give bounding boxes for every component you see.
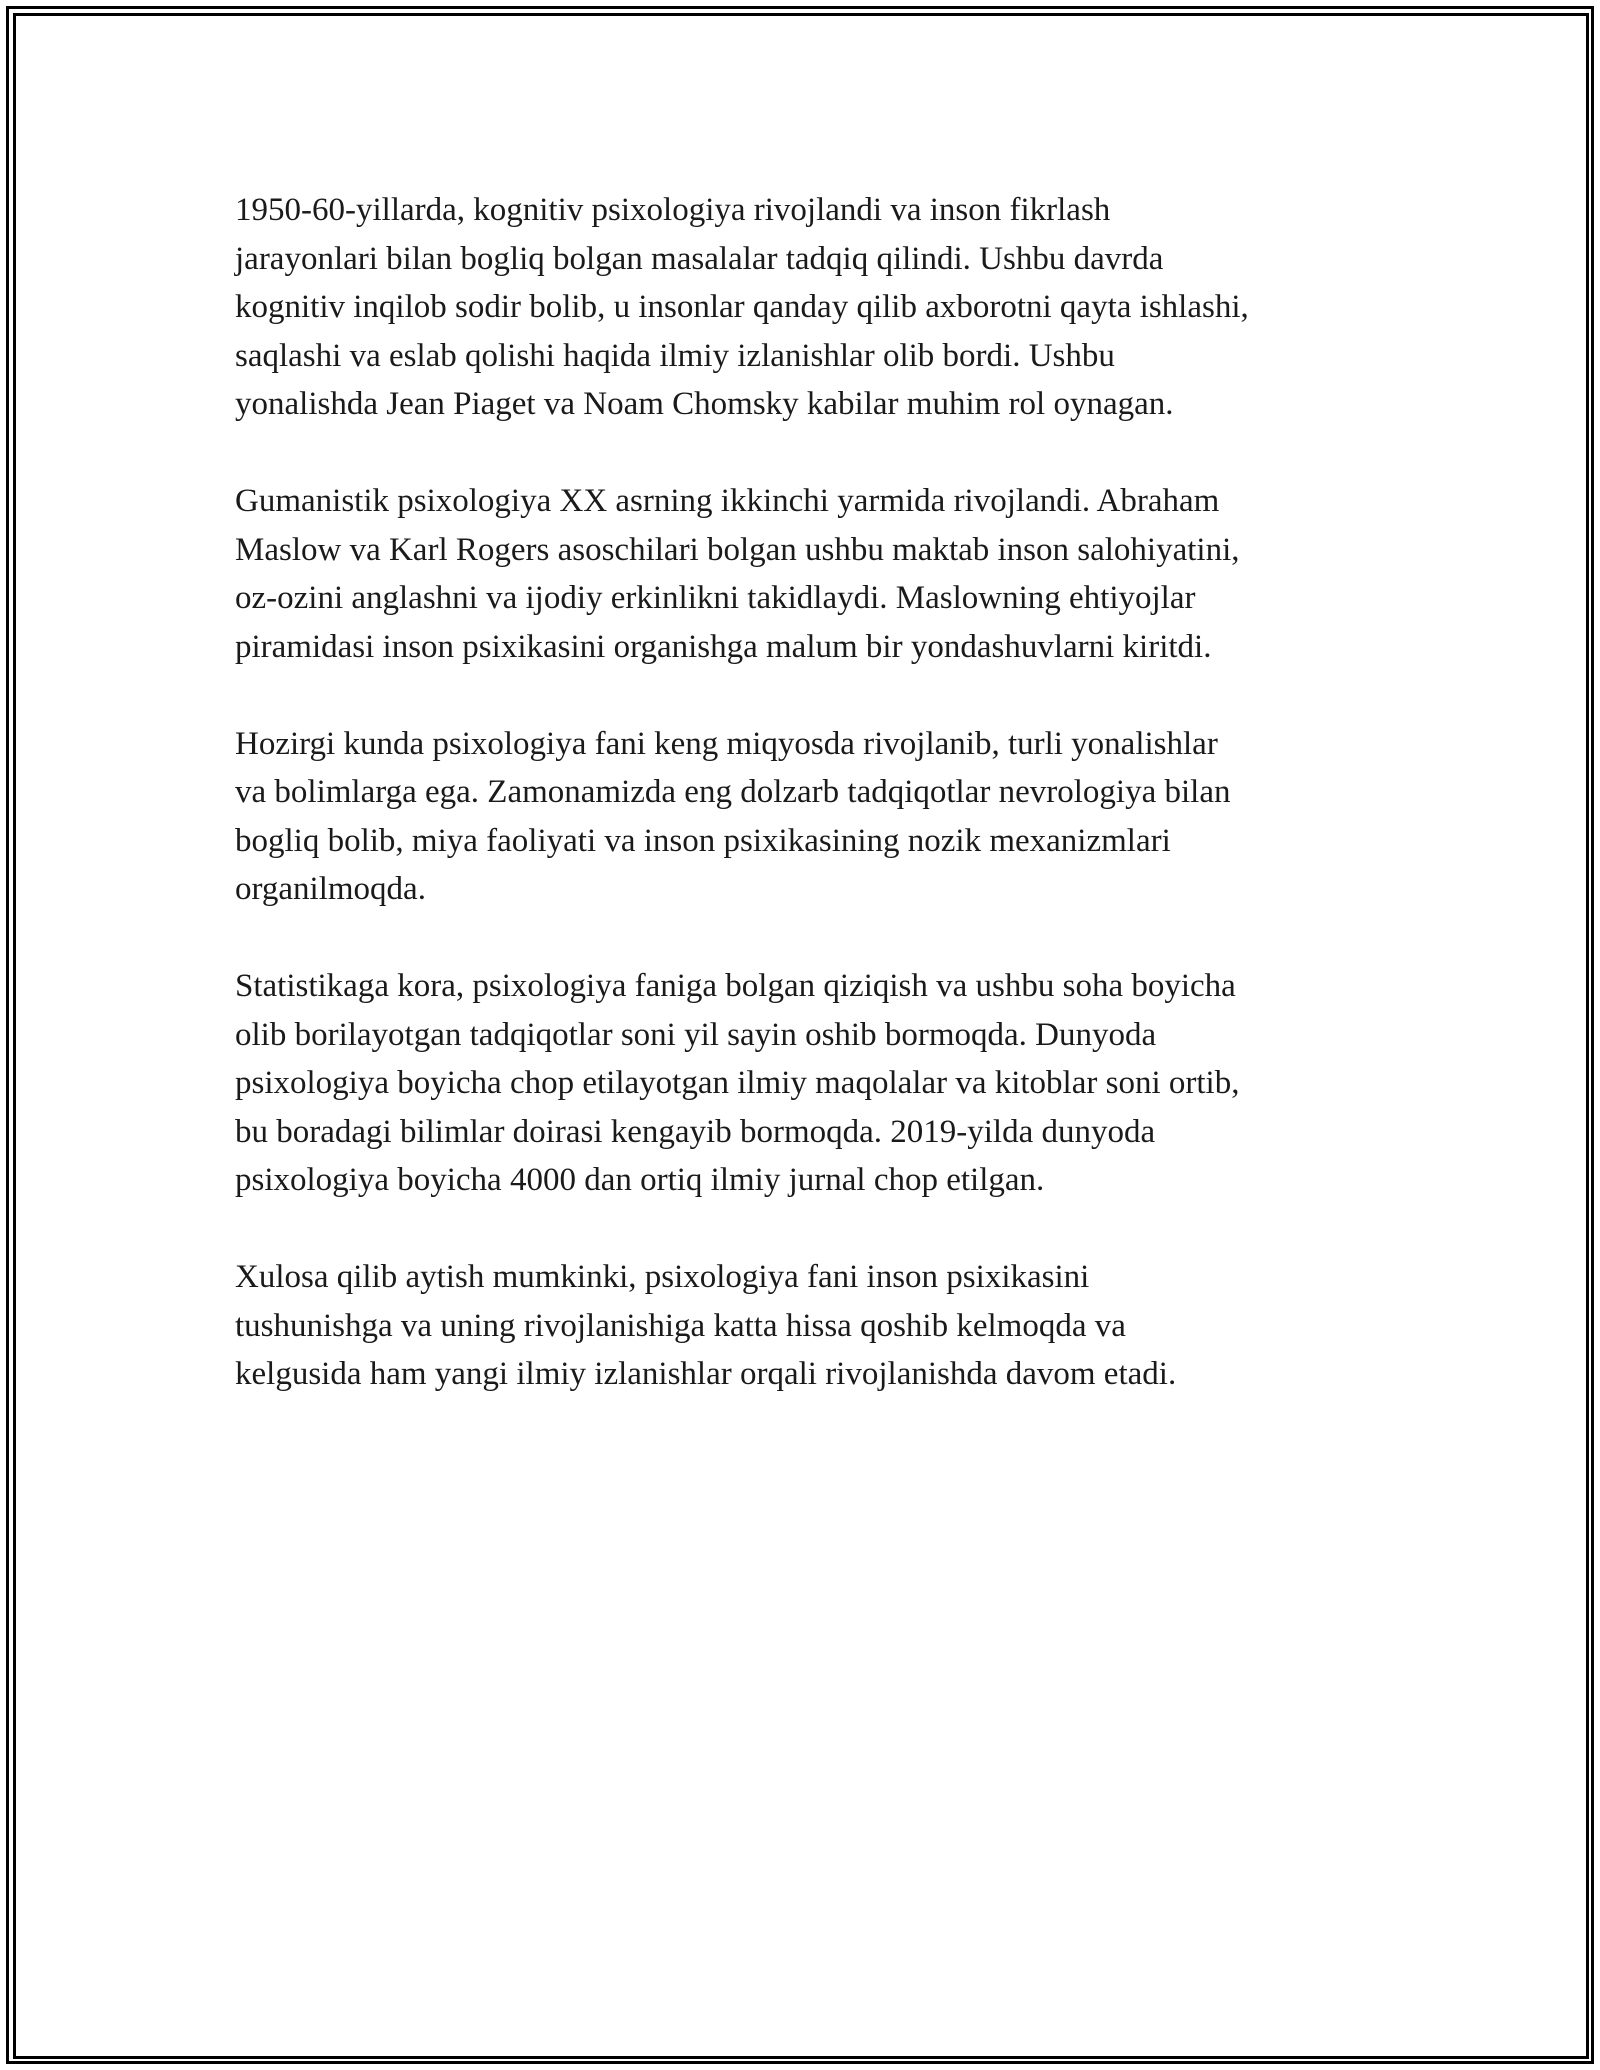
- paragraph-cognitive-psychology: 1950-60-yillarda, kognitiv psixologiya rivojlandi va inson fikrlash jarayonlari bilan bogliq bolgan masalalar tadqiq qilindi. Ushbu davrda kognitiv inqilob sodir bolib, u insonlar qanday qilib axborotni qayta ishlashi, saqlashi va eslab qolishi haqida ilmiy izlanishlar olib bordi. Ushbu yonalishda Jean Piaget va Noam Chomsky kabilar muhim rol oynagan.: [235, 192, 1249, 422]
- document-body: [235, 186, 1395, 1447]
- paragraph-modern-psychology: Hozirgi kunda psixologiya fani keng miqyosda rivojlanib, turli yonalishlar va bolimlarga ega. Zamonamizda eng dolzarb tadqiqotlar nevrologiya bilan bogliq bolib, miya faoliyati va inson psixikasining nozik mexanizmlari organilmoqda.: [235, 725, 1231, 907]
- paragraph-statistics: Statistikaga kora, psixologiya faniga bolgan qiziqish va ushbu soha boyicha olib borilayotgan tadqiqotlar soni yil sayin oshib bormoqda. Dunyoda psixologiya boyicha chop etilayotgan ilmiy maqolalar va kitoblar soni ortib, bu boradagi bilimlar doirasi kengayib bormoqda. 2019-yilda dunyoda psixologiya boyicha 4000 dan ortiq ilmiy jurnal chop etilgan.: [235, 968, 1240, 1198]
- paragraph-conclusion: Xulosa qilib aytish mumkinki, psixologiya fani inson psixikasini tushunishga va uning rivojlanishiga katta hissa qoshib kelmoqda va kelgusida ham yangi ilmiy izlanishlar orqali rivojlanishda davom etadi.: [235, 1259, 1177, 1392]
- paragraph-humanistic-psychology: Gumanistik psixologiya XX asrning ikkinchi yarmida rivojlandi. Abraham Maslow va Karl Rogers asoschilari bolgan ushbu maktab inson salohiyatini, oz-ozini anglashni va ijodiy erkinlikni takidlaydi. Maslowning ehtiyojlar piramidasi inson psixikasini organishga malum bir yondashuvlarni kiritdi.: [235, 483, 1240, 665]
